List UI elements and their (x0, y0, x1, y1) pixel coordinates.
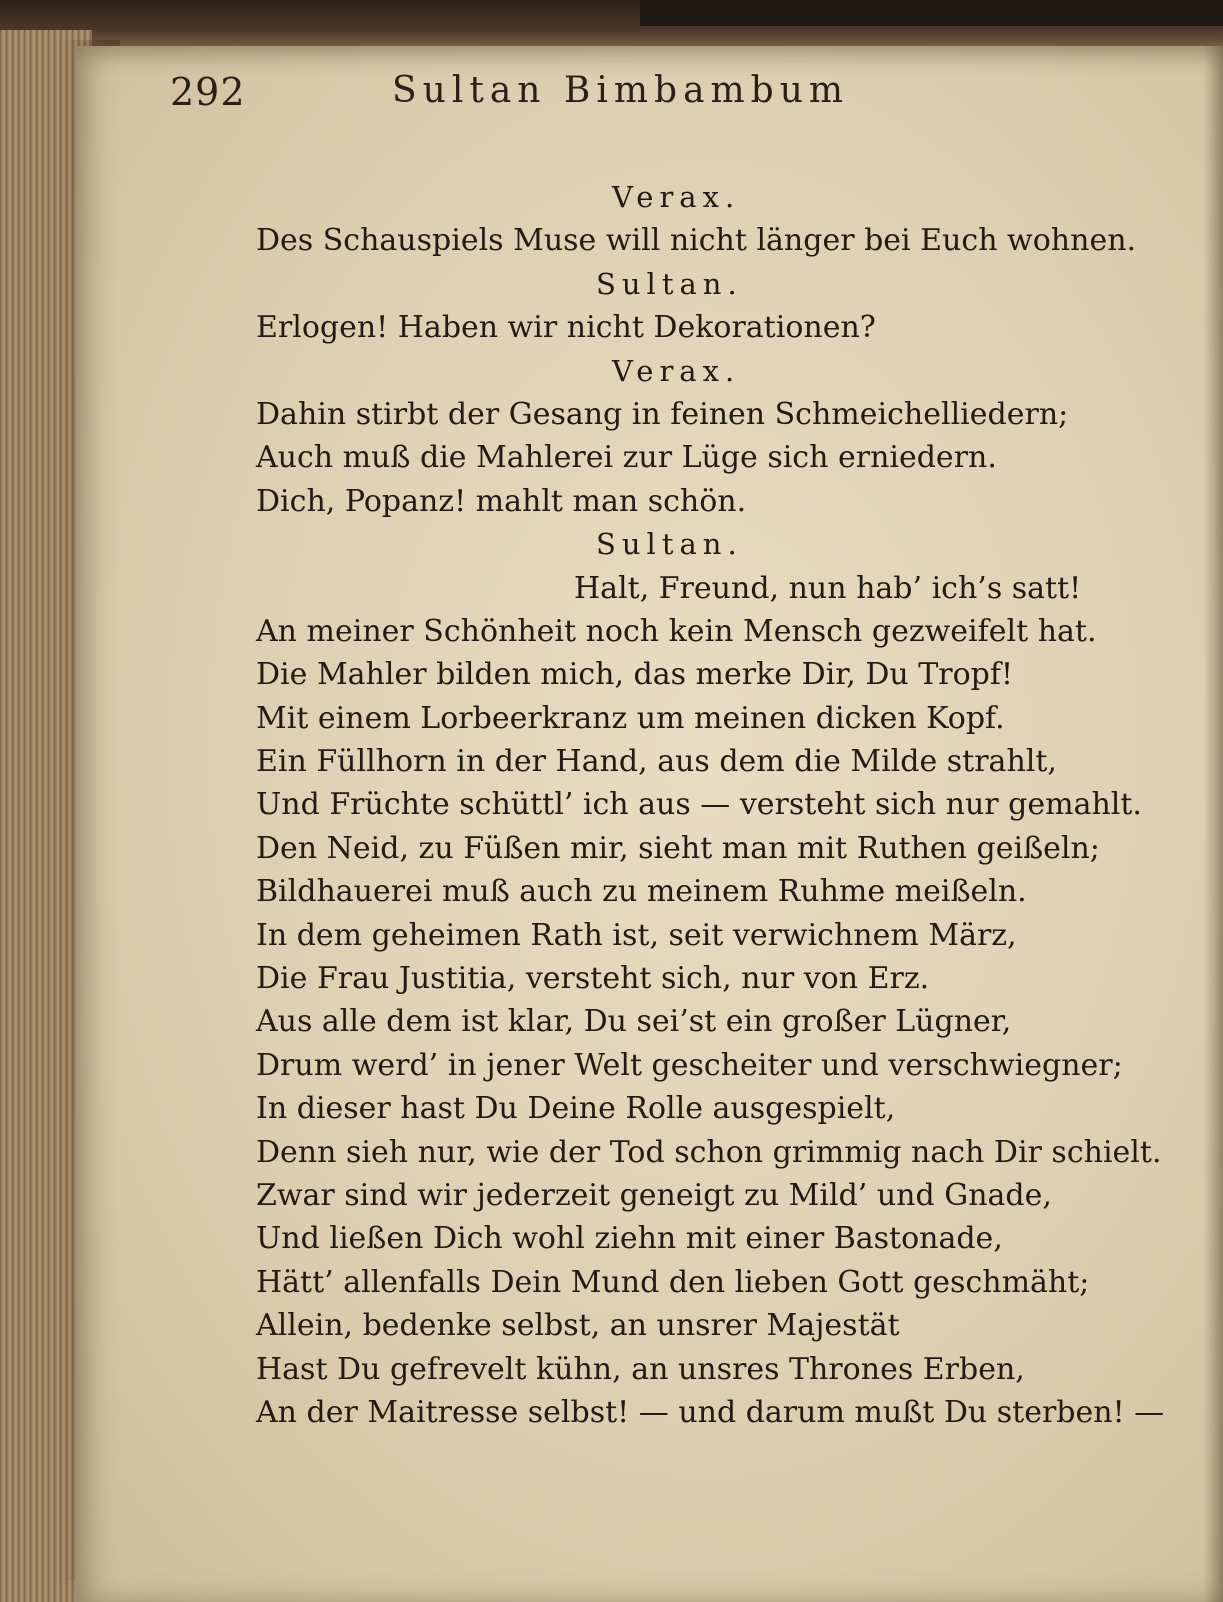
verse-line: Den Neid, zu Füßen mir, sieht man mit Ruthen geißeln; (256, 830, 1100, 866)
speaker-label: Sultan. (596, 527, 743, 562)
speaker-label: Verax. (612, 353, 741, 388)
verse-line: Und Früchte schüttl’ ich aus — versteht sich nur gemahlt. (256, 787, 1142, 823)
verse-line: Die Mahler bilden mich, das merke Dir, Du Tropf! (256, 657, 1014, 693)
verse-line: Drum werd’ in jener Welt gescheiter und verschwiegner; (256, 1047, 1123, 1083)
verse-line: Bildhauerei muß auch zu meinem Ruhme meißeln. (256, 874, 1027, 910)
verse-line: Mit einem Lorbeerkranz um meinen dicken Kopf. (256, 700, 1005, 736)
verse-line: Dahin stirbt der Gesang in feinen Schmeichelliedern; (256, 396, 1069, 432)
verse-line: Allein, bedenke selbst, an unsrer Majestät (256, 1308, 900, 1344)
verse-line: Die Frau Justitia, versteht sich, nur von Erz. (256, 961, 930, 997)
verse-line: Und ließen Dich wohl ziehn mit einer Bastonade, (256, 1221, 1003, 1257)
verse-line: In dieser hast Du Deine Rolle ausgespielt, (256, 1091, 896, 1127)
speaker-label: Sultan. (596, 266, 743, 301)
verse-line: Auch muß die Mahlerei zur Lüge sich erniedern. (256, 440, 997, 476)
running-title: Sultan Bimbambum (392, 70, 850, 111)
verse-line: Hast Du gefrevelt kühn, an unsres Thrones Erben, (256, 1351, 1025, 1387)
verse-line: Erlogen! Haben wir nicht Dekorationen? (256, 310, 876, 346)
page-header (170, 70, 930, 130)
verse-line: Aus alle dem ist klar, Du sei’st ein großer Lügner, (256, 1004, 1012, 1040)
verse-line: An meiner Schönheit noch kein Mensch gezweifelt hat. (256, 613, 1097, 649)
book-cover-strip (640, 0, 1223, 26)
verse-text-block (256, 176, 1165, 1434)
verse-line: Ein Füllhorn in der Hand, aus dem die Milde strahlt, (256, 744, 1057, 780)
verse-line: Halt, Freund, nun hab’ ich’s satt! (574, 570, 1082, 606)
verse-line: An der Maitresse selbst! — und darum mußt Du sterben! — (256, 1394, 1165, 1430)
verse-line: Denn sieh nur, wie der Tod schon grimmig nach Dir schielt. (256, 1134, 1162, 1170)
page-number: 292 (170, 70, 246, 114)
speaker-label: Verax. (612, 180, 741, 214)
verse-line: Des Schauspiels Muse will nicht länger bei Euch wohnen. (256, 223, 1137, 259)
page-right-edge (1203, 46, 1223, 1602)
verse-line: Dich, Popanz! mahlt man schön. (256, 483, 747, 519)
verse-line: Zwar sind wir jederzeit geneigt zu Mild’ und Gnade, (256, 1177, 1052, 1213)
verse-line: In dem geheimen Rath ist, seit verwichnem März, (256, 917, 1017, 953)
verse-line: Hätt’ allenfalls Dein Mund den lieben Gott geschmäht; (256, 1264, 1090, 1300)
